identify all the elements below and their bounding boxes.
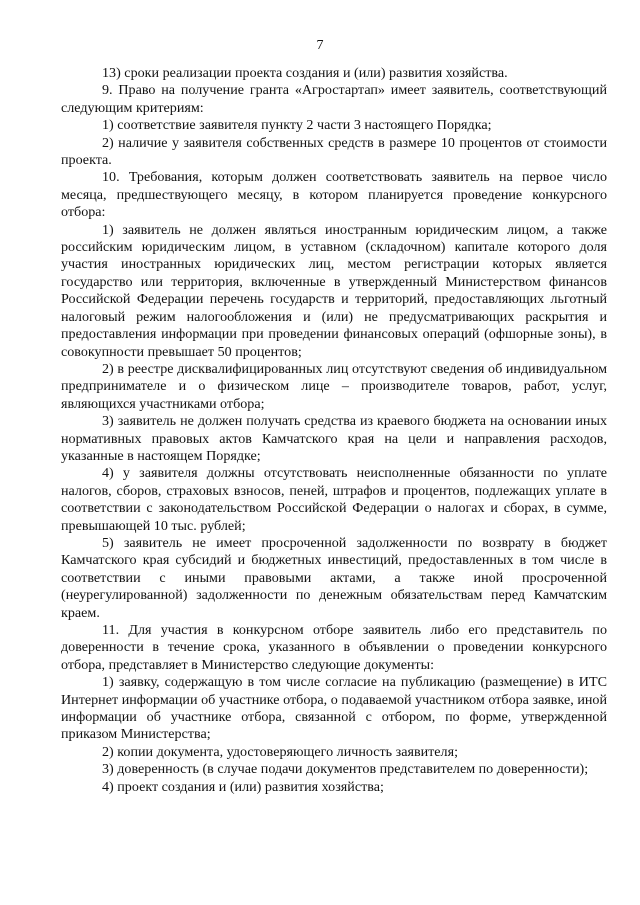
document-1-application: 1) заявку, содержащую в том числе согласие на публикацию (размещение) в ИТС Интернет информации об участнике отбора, о подаваемой участником отбора заявке, иной информации об участнике отбора, связанной с отбором, по форме, утвержденной приказом Министерства; — [61, 674, 607, 743]
requirement-1: 1) заявитель не должен являться иностранным юридическим лицом, а также российским юридическим лицом, в уставном (складочном) капитале которого доля участия иностранных юридических лиц, местом регистрации которых является государство или территория, включенные в утвержденный Министерством финансов Российской Федерации перечень государств и территорий, предоставляющих льготный налоговый режим налогообложения и (или) не предусматривающих раскрытия и предоставления информации при проведении финансовых операций (офшорные зоны), в совокупности превышает 50 процентов; — [61, 221, 607, 360]
document-4-project: 4) проект создания и (или) развития хозяйства; — [102, 778, 384, 795]
clause-10-requirements: 10. Требования, которым должен соответствовать заявитель на первое число месяца, предшествующего месяцу, в котором планируется проведение конкурсного отбора: — [61, 169, 607, 221]
paragraph-item-13: 13) сроки реализации проекта создания и (или) развития хозяйства. — [102, 65, 508, 81]
clause-11-documents: 11. Для участия в конкурсном отборе заявитель либо его представитель по доверенности в течение срока, указанного в объявлении о проведении конкурсного отбора, представляет в Министерство следующие документы: — [61, 622, 607, 673]
document-2-id-copy: 2) копии документа, удостоверяющего личность заявителя; — [102, 743, 458, 760]
requirement-2: 2) в реестре дисквалифицированных лиц отсутствуют сведения об индивидуальном предпринимателе и о физическом лице – производителе товаров, работ, услуг, являющихся участниками отбора; — [61, 360, 607, 412]
requirement-5: 5) заявитель не имеет просроченной задолженности по возврату в бюджет Камчатского края субсидий и бюджетных инвестиций, предоставленных в том числе в соответствии с иными правовыми актами, а также иной просроченной (неурегулированной) задолженности по денежным обязательствам перед Камчатским краем. — [61, 534, 607, 621]
page-number: 7 — [316, 38, 324, 53]
requirement-3: 3) заявитель не должен получать средства из краевого бюджета на основании иных нормативных правовых актов Камчатского края на цели и направления расходов, указанные в настоящем Порядке; — [61, 413, 607, 464]
clause-9-grant-eligibility: 9. Право на получение гранта «Агростартап» имеет заявитель, соответствующий следующим критериям: — [61, 82, 607, 116]
criterion-2: 2) наличие у заявителя собственных средств в размере 10 процентов от стоимости проекта. — [61, 134, 607, 169]
requirement-4: 4) у заявителя должны отсутствовать неисполненные обязанности по уплате налогов, сборов, страховых взносов, пеней, штрафов и процентов, подлежащих уплате в соответствии с законодательством Российской Федерации о налогах и сборах, в сумме, превышающей 10 тыс. рублей; — [61, 465, 607, 534]
document-body — [61, 65, 607, 796]
document-3-power-of-attorney: 3) доверенность (в случае подачи документов представителем по доверенности); — [102, 761, 589, 778]
criterion-1: 1) соответствие заявителя пункту 2 части 3 настоящего Порядка; — [102, 117, 492, 134]
